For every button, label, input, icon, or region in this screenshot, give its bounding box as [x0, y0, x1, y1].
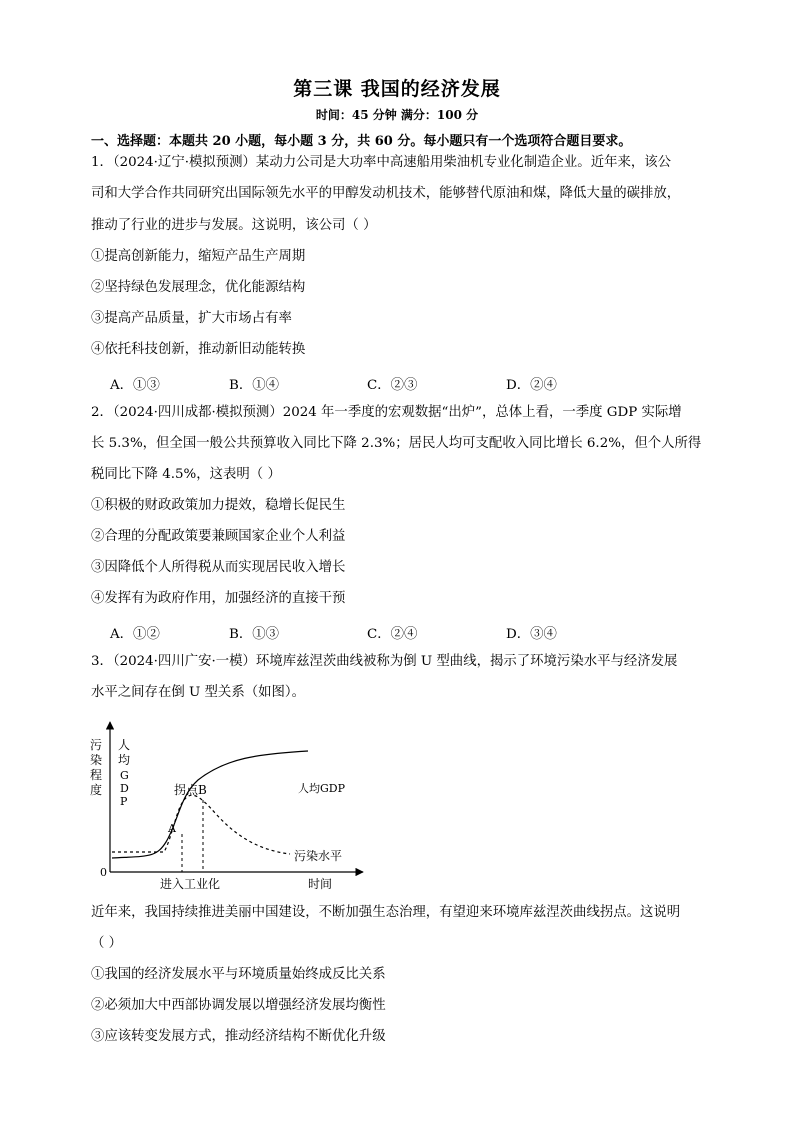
- q2-item: ①积极的财政政策加力提效，稳增长促民生: [91, 498, 346, 513]
- point-b-label: 拐点B: [174, 783, 207, 797]
- y-label-right-1: 人: [118, 738, 131, 752]
- page-subtitle: 时间：45 分钟 满分：100 分: [315, 108, 479, 122]
- q1-option-d: D．②④: [506, 378, 557, 393]
- y-label-right-3: G: [120, 769, 129, 782]
- q2-option-a: A．①②: [110, 627, 160, 642]
- y-label-right-5: P: [120, 795, 128, 808]
- q3-item: ③应该转变发展方式，推动经济结构不断优化升级: [91, 1029, 386, 1044]
- y-label-left-2: 染: [90, 753, 103, 767]
- q3-stem-line: 3．（2024·四川广安·一模）环境库兹涅茨曲线被称为倒 U 型曲线，揭示了环境污染水平与经济发展: [91, 654, 678, 669]
- x-axis-label: 时间: [308, 877, 333, 891]
- pollution-curve-label: 污染水平: [294, 849, 343, 863]
- pollution-curve: [112, 795, 290, 854]
- page-title: 第三课 我国的经济发展: [293, 78, 501, 100]
- q3-item: ②必须加大中西部协调发展以增强经济发展均衡性: [91, 998, 386, 1013]
- q3-after-line: （ ）: [91, 936, 123, 951]
- q1-stem-line: 1．（2024·辽宁·模拟预测）某动力公司是大功率中高速船用柴油机专业化制造企业。近年来，该公: [91, 155, 672, 170]
- q2-item: ②合理的分配政策要兼顾国家企业个人利益: [91, 529, 346, 544]
- q3-stem-line: 水平之间存在倒 U 型关系（如图）。: [91, 685, 305, 700]
- q3-item: ①我国的经济发展水平与环境质量始终成反比关系: [91, 967, 386, 982]
- y-label-left-3: 程: [90, 768, 103, 782]
- q1-option-b: B．①④: [229, 378, 280, 393]
- q2-stem-line: 2．（2024·四川成都·模拟预测）2024 年一季度的宏观数据“出炉”，总体上看，一季度 GDP 实际增: [91, 405, 682, 420]
- point-a-label: A: [168, 822, 176, 835]
- y-label-left-4: 度: [90, 783, 103, 797]
- section-heading: 一、选择题：本题共 20 小题，每小题 3 分，共 60 分。每小题只有一个选项符合题目要求。: [91, 134, 632, 149]
- q2-stem-line: 长 5.3%，但全国一般公共预算收入同比下降 2.3%；居民人均可支配收入同比增长 6.2%，但个人所得: [91, 436, 702, 451]
- kuznets-diagram: [88, 718, 368, 894]
- q1-item: ②坚持绿色发展理念，优化能源结构: [91, 280, 306, 295]
- q1-stem-line: 推动了行业的进步与发展。这说明，该公司（ ）: [91, 218, 377, 233]
- q2-option-b: B．①③: [229, 627, 280, 642]
- q2-item: ③因降低个人所得税从而实现居民收入增长: [91, 560, 346, 575]
- q1-option-c: C．②③: [367, 378, 418, 393]
- gdp-curve: [112, 751, 308, 858]
- kuznets-curve-figure: [88, 718, 368, 894]
- y-label-right-2: 均: [118, 753, 131, 767]
- q2-item: ④发挥有为政府作用，加强经济的直接干预: [91, 591, 346, 606]
- origin-label: 0: [100, 866, 107, 879]
- q2-option-d: D．③④: [506, 627, 557, 642]
- q1-item: ③提高产品质量，扩大市场占有率: [91, 311, 292, 326]
- y-label-right-4: D: [120, 782, 129, 795]
- industrialization-label: 进入工业化: [160, 877, 221, 891]
- q3-after-line: 近年来，我国持续推进美丽中国建设，不断加强生态治理，有望迎来环境库兹涅茨曲线拐点。这说明: [91, 905, 681, 920]
- q2-stem-line: 税同比下降 4.5%，这表明（ ）: [91, 467, 281, 482]
- q1-option-a: A．①③: [110, 378, 160, 393]
- q1-stem-line: 司和大学合作共同研究出国际领先水平的甲醇发动机技术，能够替代原油和煤，降低大量的碳排放，: [91, 186, 681, 201]
- q1-item: ①提高创新能力，缩短产品生产周期: [91, 249, 306, 264]
- q1-item: ④依托科技创新，推动新旧动能转换: [91, 342, 306, 357]
- y-label-left-1: 污: [90, 738, 103, 752]
- gdp-curve-label: 人均GDP: [298, 782, 346, 795]
- q2-option-c: C．②④: [367, 627, 418, 642]
